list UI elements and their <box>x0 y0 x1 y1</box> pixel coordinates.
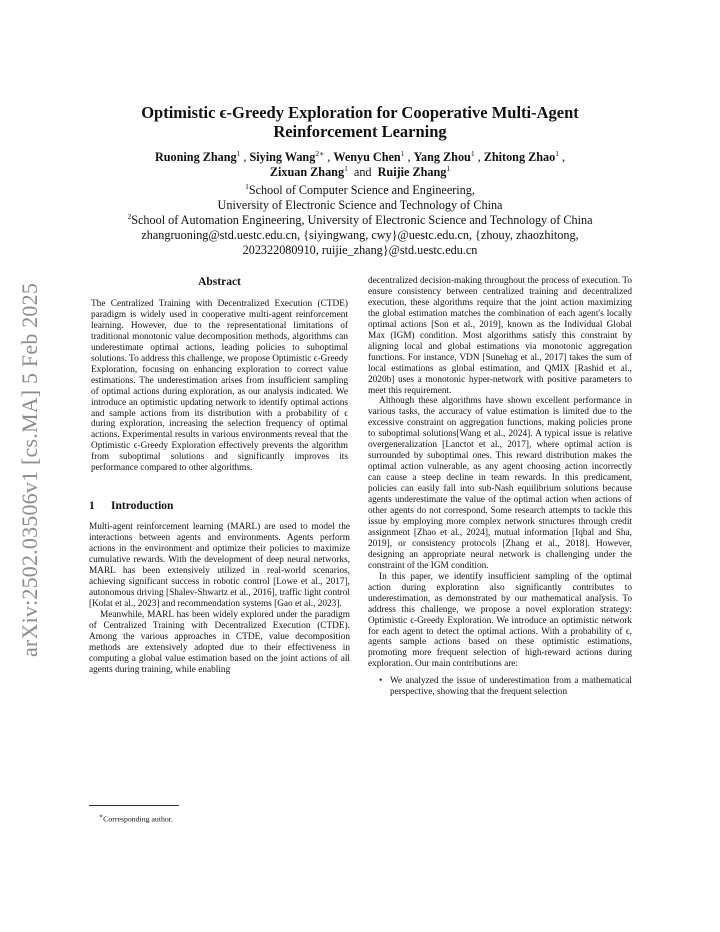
paragraph: decentralized decision-making throughout the process of execution. To ensure consistency between centralized training and decentralized execution, these algorithms require that the joint action maximizing the global estimation matches the combination of each agent's locally optimal actions [Son et al., 2019], known as the Individual Global Max (IGM) condition. Most algorithms satisfy this constraint by aligning local and global estimations via monotonic aggregation functions. For instance, VDN [Sunehag et al., 2017] takes the sum of local estimations as global estimation, and QMIX [Rashid et al., 2020b] uses a monotonic hyper-network with positive parameters to meet this requirement. <box>368 276 632 396</box>
author-name: Zixuan Zhang <box>269 165 345 179</box>
author-affiliation-mark: 1 <box>446 163 451 173</box>
affiliations <box>60 183 660 258</box>
footnote-mark: ∗ <box>98 813 104 820</box>
email-line-1: zhangruoning@std.uestc.edu.cn, {siyingwang, cwy}@uestc.edu.cn, {zhouy, zhaozhitong, <box>141 227 579 242</box>
author-affiliation-mark: 1 <box>555 148 559 158</box>
arxiv-side-stamp <box>8 250 52 690</box>
author-line-1: Ruoning Zhang$^1$ , Siying Wang$^{2∗}$ , Wenyu Chen$^1$ , Yang Zhou$^1$ , Zhitong Zhao$^1$ , <box>154 148 566 164</box>
email-line-2: 202322080910, ruijie_zhang}@std.uestc.edu.cn <box>242 242 478 257</box>
footnote-text: Corresponding author. <box>103 814 173 824</box>
affiliation-text: School of Computer Science and Engineering, <box>248 183 475 197</box>
bullet-mark: • <box>379 676 383 687</box>
affiliation-mark: 1 <box>245 181 249 191</box>
right-column <box>368 276 632 698</box>
list-item-text: We analyzed the issue of underestimation from a mathematical perspective, showing that the frequent selection <box>390 676 632 698</box>
abstract-heading: Abstract <box>198 276 241 288</box>
author-affiliation-mark: 1 <box>400 148 405 158</box>
and-conjunction: and <box>353 165 372 179</box>
affiliation-mark: 2 <box>127 211 132 221</box>
paragraph: Meanwhile, MARL has been widely explored under the paradigm of Centralized Training with Decentralized Execution (CTDE). Among the various approaches in CTDE, value decomposition methods are extensively adopted due to their effectiveness in computing a global value estimation based on the joint actions of all agents during training, while enabling <box>89 609 350 675</box>
author-name: Yang Zhou <box>413 150 471 164</box>
author-affiliation-mark: 1 <box>470 148 475 158</box>
title-line-2: Reinforcement Learning <box>273 122 447 141</box>
abstract-text: The Centralized Training with Decentralized Execution (CTDE) paradigm is widely used in cooperative multi-agent reinforcement learning. However, due to the representational limitations of traditional monotonic value decomposition methods, algorithms can underestimate optimal actions, leading policies to suboptimal solutions. To address this challenge, we propose Optimistic ϵ-Greedy Exploration, focusing on enhancing exploration to correct value estimations. The underestimation arises from insufficient sampling of optimal actions during exploration, as our analysis indicated. We introduce an optimistic updating network to identify optimal actions and sample actions from its distribution with a probability of ϵ during exploration, increasing the selection frequency of optimal actions. Experimental results in various environments reveal that the Optimistic ϵ-Greedy Exploration effectively prevents the algorithm from suboptimal solutions and significantly improves its performance compared to other algorithms. <box>91 299 349 474</box>
paragraph: Multi-agent reinforcement learning (MARL) are used to model the interactions between agents and environments. Agents perform actions in the environment and optimize their policies to maximize cumulative rewards. With the development of deep neural networks, MARL has been extensively utilized in real-world scenarios, achieving significant success in robotic control [Lowe et al., 2017], autonomous driving [Shalev-Shwartz et al., 2016], traffic light control [Kolat et al., 2023] and recommendation systems [Gao et al., 2023]. <box>89 522 350 609</box>
author-name: Siying Wang <box>249 150 316 164</box>
author-name: Wenyu Chen <box>333 150 401 164</box>
author-line-2 <box>70 165 650 180</box>
footnote-rule <box>89 805 179 806</box>
author-name: Ruoning Zhang <box>154 150 237 164</box>
contribution-list <box>368 676 632 698</box>
author-affiliation-mark: 1 <box>236 148 241 158</box>
author-name: Zhitong Zhao <box>483 150 556 164</box>
list-item <box>368 676 632 698</box>
arxiv-identifier: arXiv:2502.03506v1 [cs.MA] 5 Feb 2025 <box>17 282 42 658</box>
section-number: 1 <box>89 500 95 513</box>
paragraph: Although these algorithms have shown excellent performance in various tasks, the accuracy of value estimation is limited due to the excessive constraint on aggregation functions, making policies prone to suboptimal solutions[Wang et al., 2024]. A typical issue is relative overgeneralization [Lanctot et al., 2017], where optimal action is surrounded by suboptimal ones. This reward distribution makes the optimal action vulnerable, as any agent choosing action incorrectly can cause a steep decline in team rewards. In this predicament, policies can easily fall into sub-Nash equilibrium solutions because agents underestimate the value of the optimal action when actions of other agents do not correspond. Some research attempts to tackle this issue by employing more complex network structures through credit assignment [Zhao et al., 2024], mutual information [Iqbal and Sha, 2019], or consistency protocols [Zhang et al., 2018]. However, designing an appropriate neural network is challenging under the constraint of the IGM condition. <box>368 396 632 571</box>
affiliation-text: School of Automation Engineering, University of Electronic Science and Technology of China <box>131 212 593 227</box>
author-name: Ruijie Zhang <box>377 165 447 179</box>
author-affiliation-mark: 2∗ <box>315 148 325 158</box>
author-list <box>70 150 650 180</box>
paper-title <box>70 103 650 141</box>
affiliation-1-line-1 <box>60 183 660 198</box>
title-line-1: Optimistic ϵ-Greedy Exploration for Cooperative Multi-Agent <box>141 103 579 122</box>
affiliation-2-line-1 <box>60 213 660 228</box>
paragraph: In this paper, we identify insufficient sampling of the optimal action during exploration also significantly contributes to underestimation, as demonstrated by our mathematical analysis. To address this challenge, we propose a novel exploration strategy: Optimistic ϵ-Greedy Exploration. We introduce an optimistic network for each agent to detect the optimal actions. With a probability of ϵ, agents sample actions based on these optimistic estimations, promoting more frequent selection of high-reward actions during exploration. Our main contributions are: <box>368 571 632 670</box>
section-heading <box>89 500 350 513</box>
left-column <box>89 276 350 676</box>
affiliation-1-line-2: University of Electronic Science and Technology of China <box>217 197 503 212</box>
footnote <box>89 812 350 824</box>
section-title: Introduction <box>111 500 174 513</box>
author-affiliation-mark: 1 <box>344 163 348 173</box>
